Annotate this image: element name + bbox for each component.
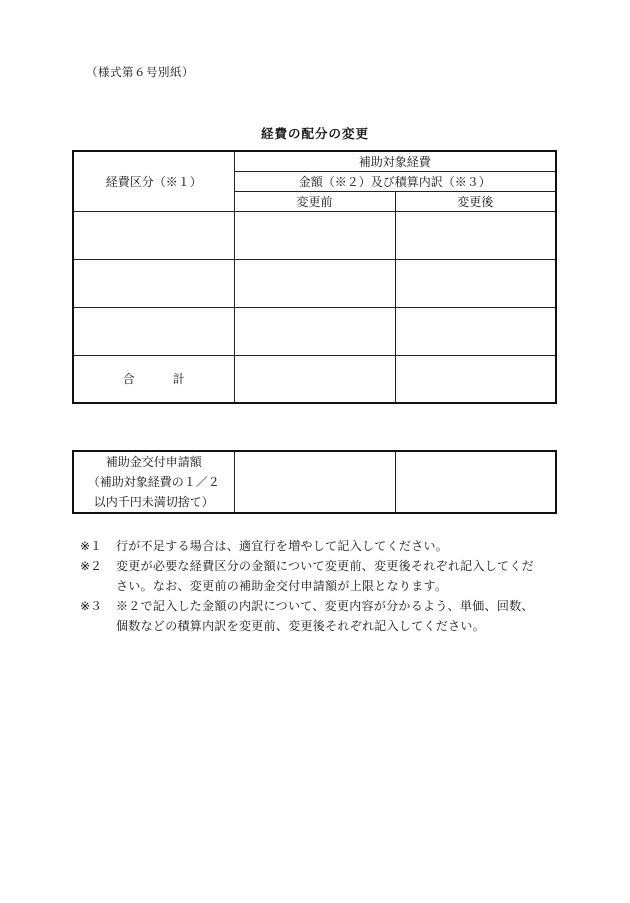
note-mark: ※２ (80, 559, 103, 573)
before-amount-cell[interactable] (234, 307, 395, 355)
after-amount-cell[interactable] (395, 259, 556, 307)
total-before-cell[interactable] (234, 355, 395, 403)
before-header: 変更前 (234, 191, 395, 211)
category-cell[interactable] (73, 307, 234, 355)
note-mark: ※３ (80, 599, 103, 613)
after-amount-cell[interactable] (395, 211, 556, 259)
category-cell[interactable] (73, 259, 234, 307)
total-label-char-2: 計 (172, 372, 185, 387)
before-amount-cell[interactable] (234, 211, 395, 259)
expense-allocation-table (72, 150, 557, 404)
note-2 (80, 556, 540, 596)
page-title: 経費の配分の変更 (260, 126, 369, 141)
table-row (73, 211, 556, 259)
table-row (73, 259, 556, 307)
after-header: 変更後 (395, 191, 556, 211)
amount-header: 金額（※２）及び積算内訳（※３） (234, 171, 556, 191)
table-row (73, 307, 556, 355)
amount-label-line-3: 以内千円未満切捨て） (93, 495, 214, 509)
amount-before-cell[interactable] (234, 451, 395, 513)
note-text: 変更が必要な経費区分の金額について変更前、変更後それぞれ記入してください。なお、変更前の補助金交付申請額が上限となります。 (116, 559, 534, 593)
total-after-cell[interactable] (395, 355, 556, 403)
note-mark: ※１ (80, 539, 103, 553)
subsidy-application-amount-label (73, 451, 234, 513)
total-row (73, 355, 556, 403)
subsidy-header: 補助対象経費 (234, 151, 556, 171)
note-3 (80, 596, 540, 636)
note-text: ※２で記入した金額の内訳について、変更内容が分かるよう、単価、回数、個数などの積算内訳を変更前、変更後それぞれ記入してください。 (116, 599, 534, 633)
category-cell[interactable] (73, 211, 234, 259)
amount-after-cell[interactable] (395, 451, 556, 513)
amount-label-line-2: （補助対象経費の１／２ (87, 475, 220, 489)
total-label-char-1: 合 (122, 372, 135, 387)
note-1 (80, 536, 540, 556)
total-label (73, 355, 234, 403)
after-amount-cell[interactable] (395, 307, 556, 355)
note-text: 行が不足する場合は、適宜行を増やして記入してください。 (116, 539, 449, 553)
subsidy-application-amount-table (72, 450, 557, 514)
before-amount-cell[interactable] (234, 259, 395, 307)
category-header: 経費区分（※１） (73, 151, 234, 211)
notes (80, 536, 540, 636)
amount-label-line-1: 補助金交付申請額 (105, 455, 202, 469)
form-number: （様式第６号別紙） (86, 65, 194, 79)
